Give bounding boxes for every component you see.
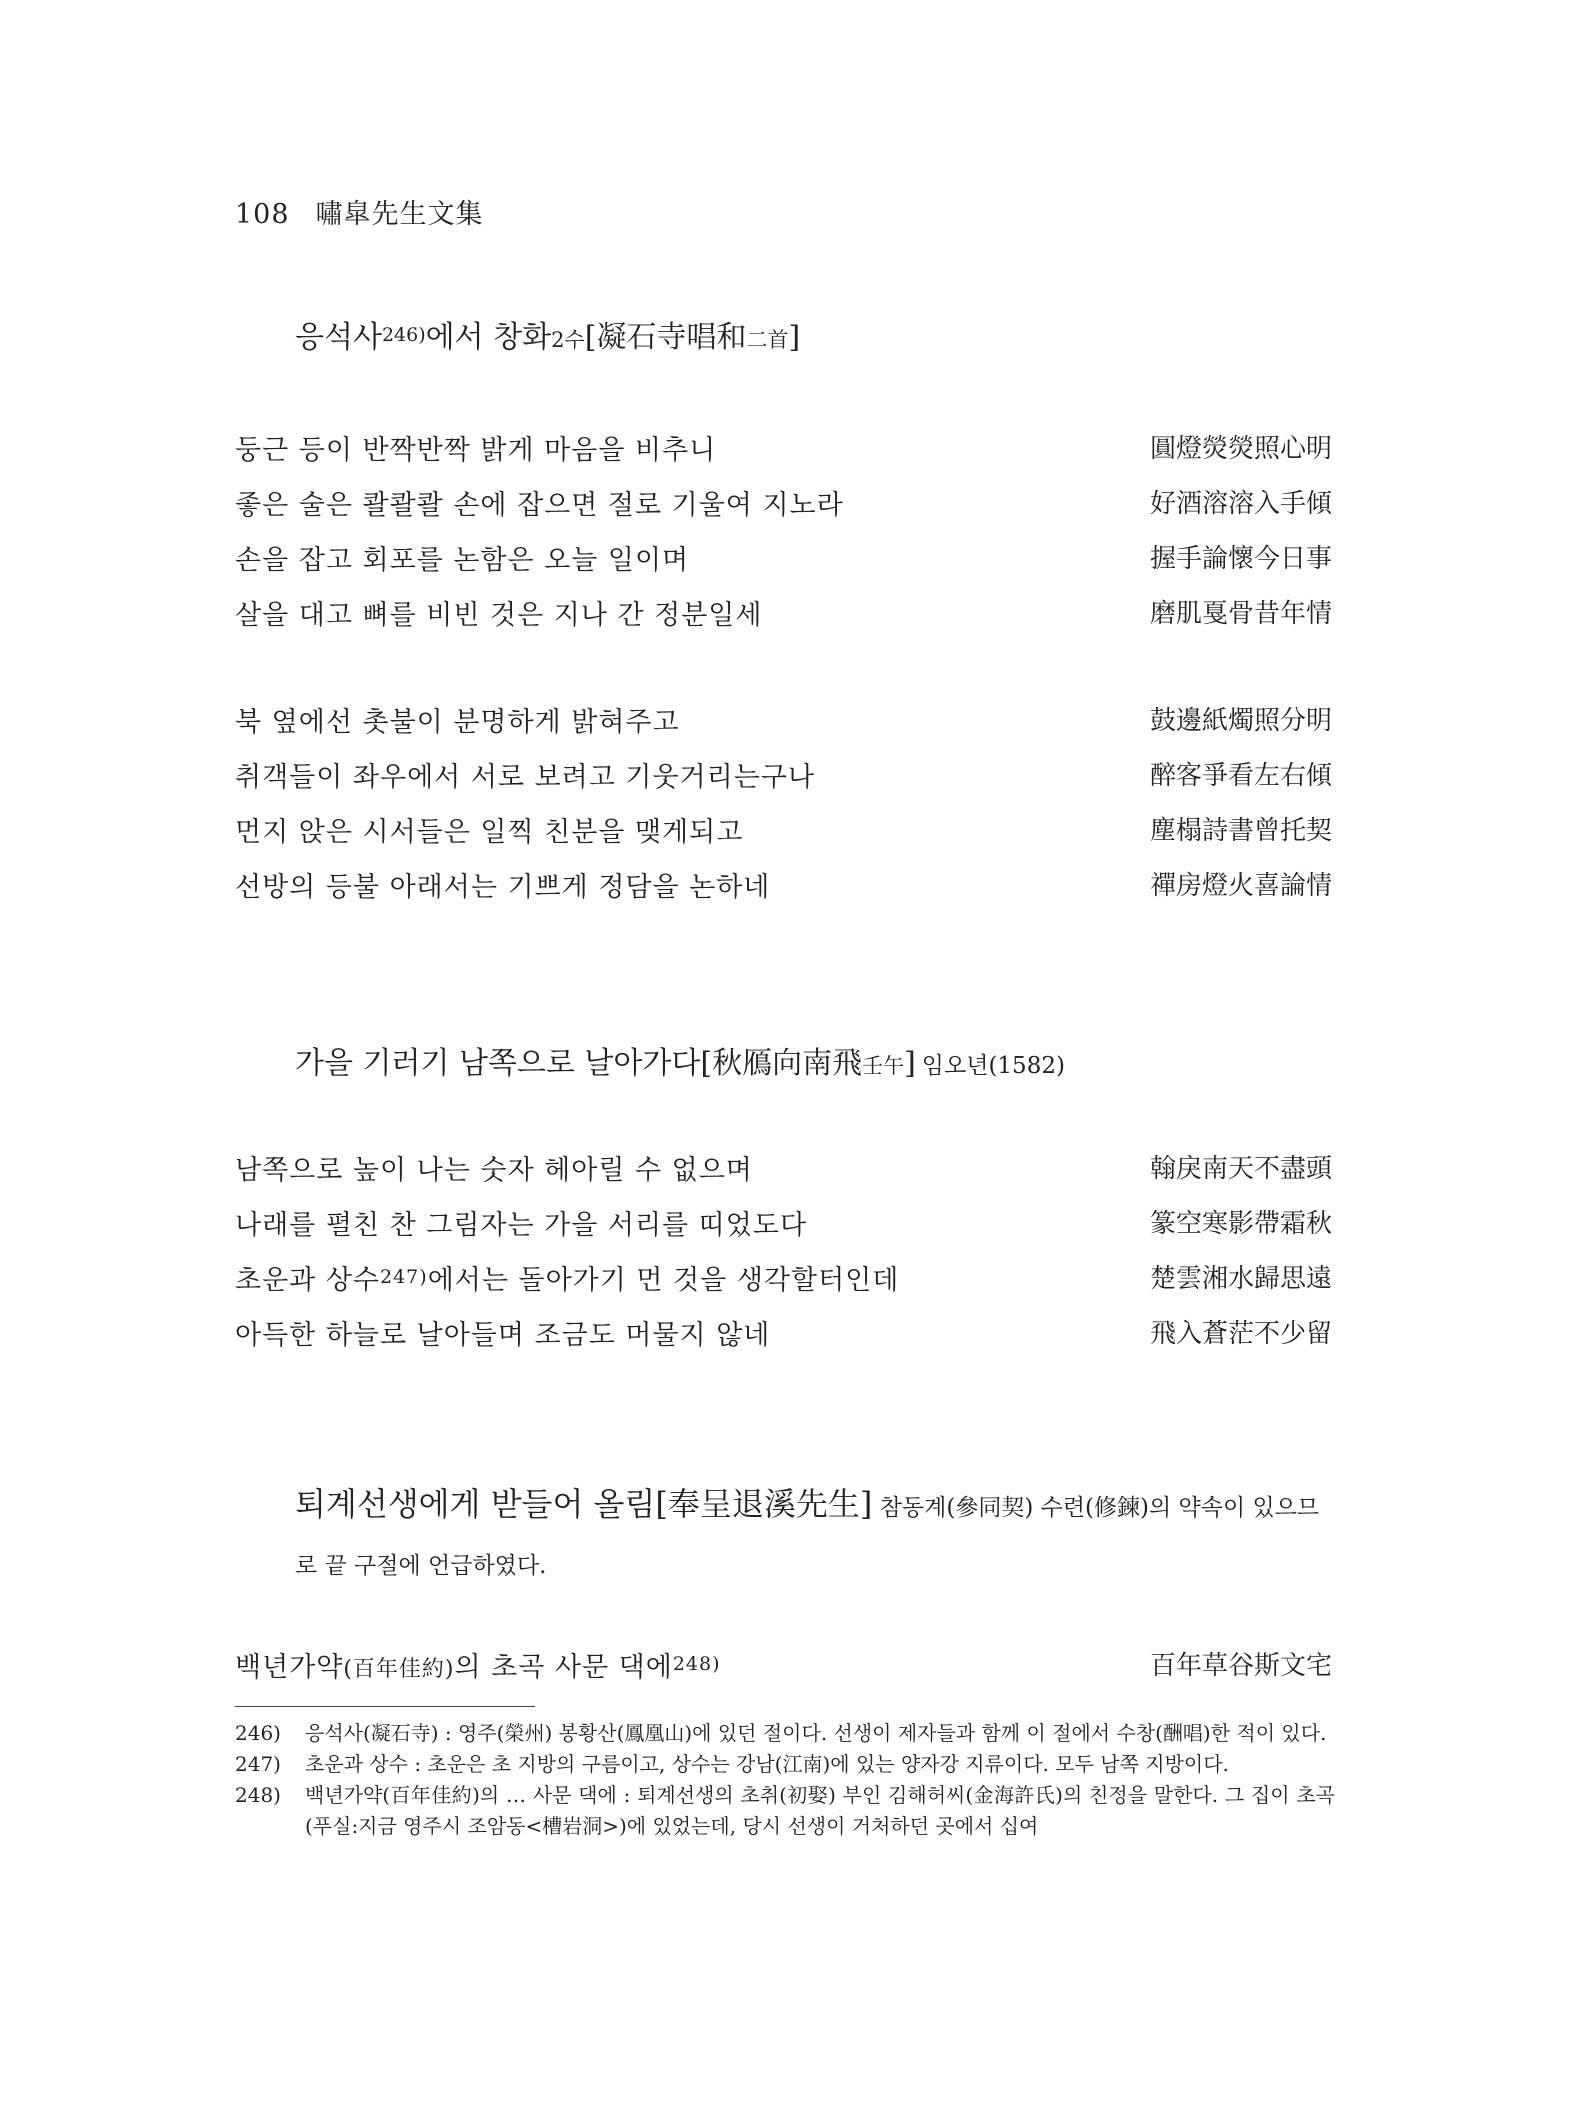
verse-line: 손을 잡고 회포를 논함은 오늘 일이며 握手論懷今日事 bbox=[235, 544, 1332, 576]
verse-line: 초운과 상수$^{247)}$에서는 돌아가기 먼 것을 생각할터인데 楚雲湘水歸思遠 bbox=[235, 1264, 1332, 1296]
verse-line: 살을 대고 뼈를 비빈 것은 지나 간 정분일세 磨肌戛骨昔年情 bbox=[235, 599, 1332, 631]
footnote-ref-246: 246) bbox=[381, 324, 426, 346]
footnote-246: 246) 응석사(凝石寺) : 영주(榮州) 봉황산(鳳凰山)에 있던 절이다. 선생이 제자들과 함께 이 절에서 수창(酬唱)한 적이 있다. bbox=[235, 1721, 1327, 1745]
running-header bbox=[235, 192, 484, 231]
footnote-ref-247: 247) bbox=[380, 1266, 428, 1288]
poem-title-2: 가을 기러기 남쪽으로 날아가다[秋鴈向南飛壬午] 임오년(1582) bbox=[295, 1046, 1065, 1081]
book-title: 嘯皐先生文集 bbox=[315, 199, 484, 230]
footnote-ref-248: 248) bbox=[672, 1653, 721, 1675]
footnote-248: 248) 백년가약(百年佳約)의 … 사문 댁에 : 퇴계선생의 초취(初娶) 부인 김해허씨(金海許氏)의 친정을 말한다. 그 집이 초곡(푸실:지금 영주시 조암동<槽岩洞>)에 있었는데, 당시 선생이 거처하던 곳에서 십여 bbox=[235, 1783, 1335, 1838]
poem-1-stanza-1 bbox=[235, 428, 1332, 648]
poem-title-1: 응석사$^{246)}$에서 창화2수[凝石寺唱和二首] bbox=[295, 320, 801, 355]
poem-1-stanza-2 bbox=[235, 700, 1332, 920]
verse-line: 선방의 등불 아래서는 기쁘게 정담을 논하네 禪房燈火喜論情 bbox=[235, 871, 1332, 903]
verse-line: 좋은 술은 콸콸콸 손에 잡으면 절로 기울여 지노라 好酒溶溶入手傾 bbox=[235, 489, 1332, 521]
verse-line: 둥근 등이 반짝반짝 밝게 마음을 비추니 圓燈熒熒照心明 bbox=[235, 434, 1332, 466]
poem-title-3-note: 참동계(參同契) 수련(修鍊)의 약속이 있으므로 끝 구절에 언급하였다. bbox=[295, 1495, 1320, 1579]
poem-title-3: 퇴계선생에게 받들어 올림[奉呈退溪先生] 참동계(參同契) 수련(修鍊)의 약속이 있으므로 끝 구절에 언급하였다. bbox=[295, 1485, 1320, 1579]
verse-line: 아득한 하늘로 날아들며 조금도 머물지 않네 飛入蒼茫不少留 bbox=[235, 1319, 1332, 1351]
verse-line: 먼지 앉은 시서들은 일찍 친분을 맺게되고 塵榻詩書曾托契 bbox=[235, 816, 1332, 848]
verse-line: 나래를 펼친 찬 그림자는 가을 서리를 띠었도다 篆空寒影帶霜秋 bbox=[235, 1209, 1332, 1241]
verse-line: 남쪽으로 높이 나는 숫자 헤아릴 수 없으며 翰戾南天不盡頭 bbox=[235, 1154, 1332, 1186]
footnote-divider bbox=[235, 1706, 535, 1707]
footnote-247: 247) 초운과 상수 : 초운은 초 지방의 구름이고, 상수는 강남(江南)에 있는 양자강 지류이다. 모두 남쪽 지방이다. bbox=[235, 1752, 1229, 1776]
verse-line: 백년가약(百年佳約)의 초곡 사문 댁에$^{248)}$ 百年草谷斯文宅 bbox=[235, 1651, 1332, 1683]
page-number: 108 bbox=[235, 199, 290, 230]
footnotes bbox=[235, 1718, 1335, 1842]
verse-line: 취객들이 좌우에서 서로 보려고 기웃거리는구나 醉客爭看左右傾 bbox=[235, 761, 1332, 793]
poem-2-stanza-1 bbox=[235, 1148, 1332, 1368]
poem-3-stanza-1 bbox=[235, 1645, 1332, 1700]
verse-line: 북 옆에선 촛불이 분명하게 밝혀주고 鼓邊紙燭照分明 bbox=[235, 706, 1332, 738]
